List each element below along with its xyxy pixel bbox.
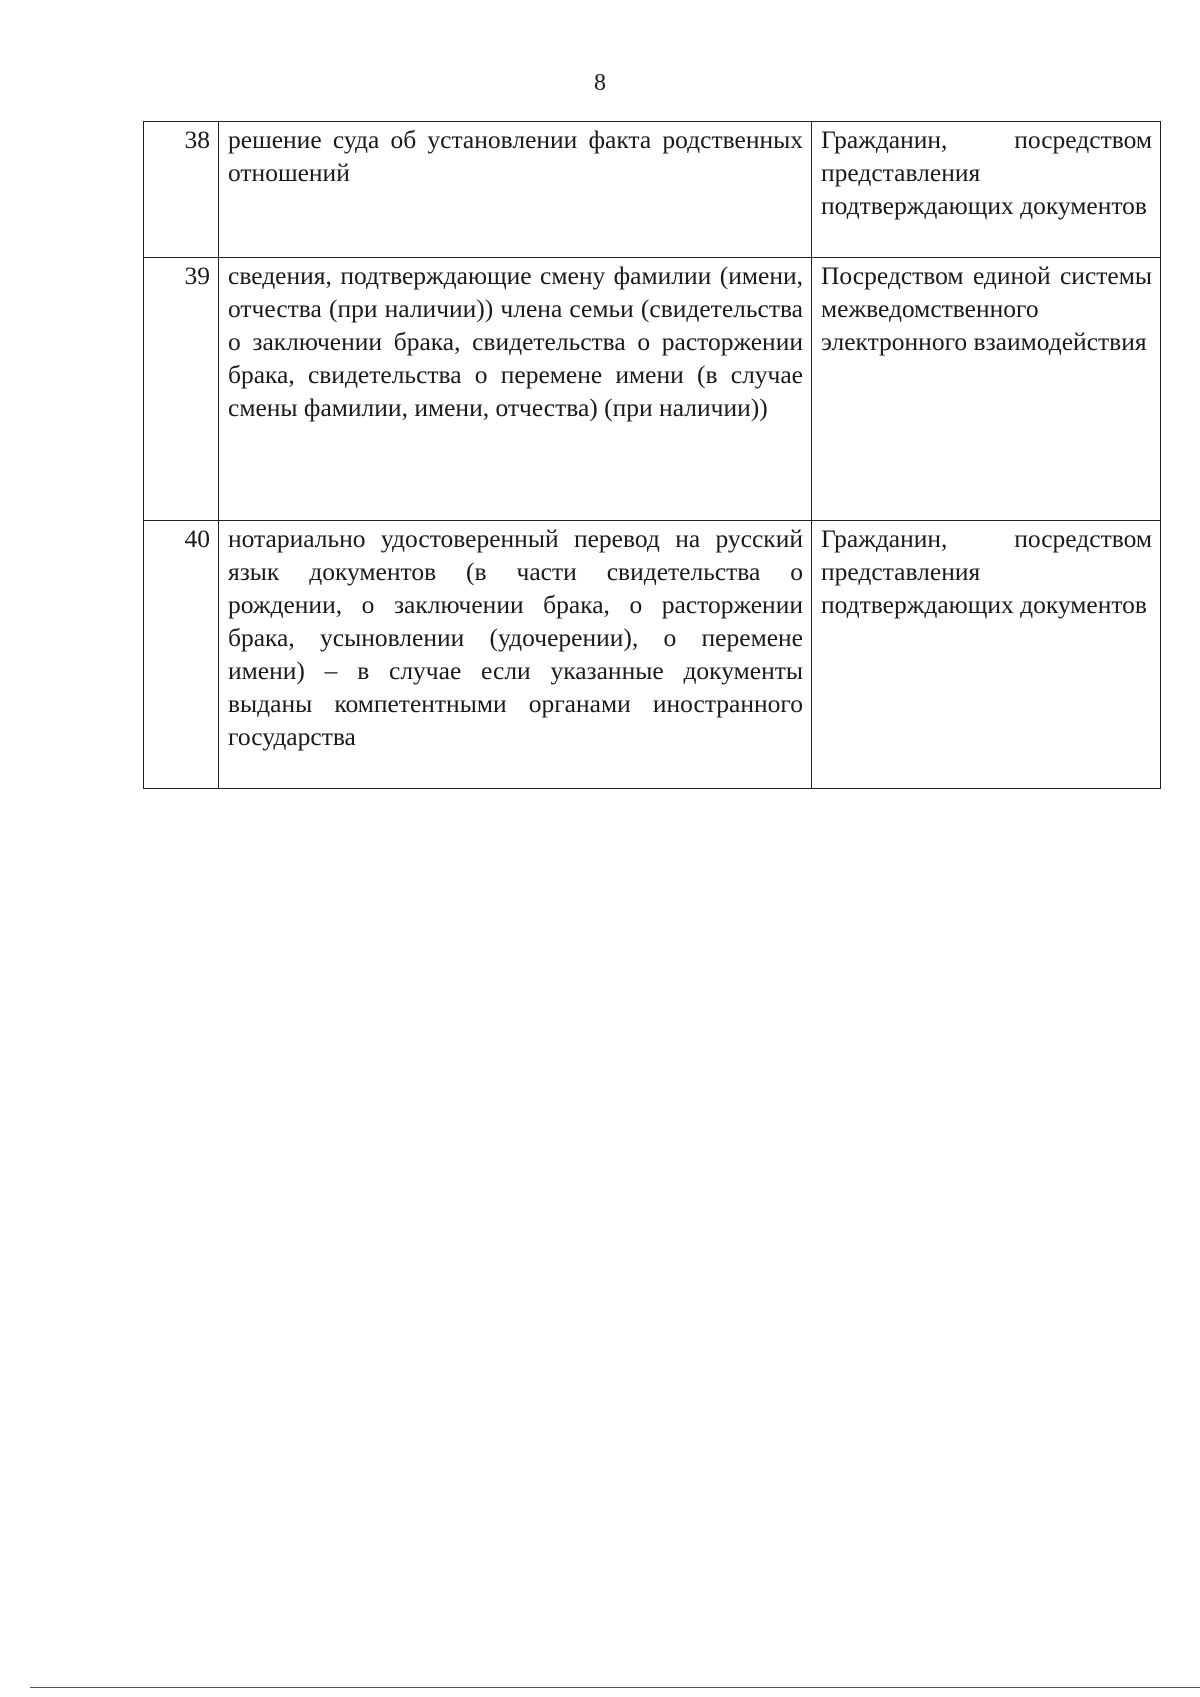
row-number: 39 <box>144 258 219 521</box>
document-description: сведения, подтверждающие смену фамилии (имени, отчества (при наличии)) члена семьи (свидетельства о заключении брака, свидетельства о расторжении брака, свидетельства о перемене имени (в случае смены фамилии, имени, отчества) (при наличии)) <box>219 258 812 521</box>
document-source: Гражданин, посредством представления подтверждающих документов <box>812 521 1161 789</box>
table-row <box>144 122 1161 258</box>
document-description: решение суда об установлении факта родственных отношений <box>219 122 812 258</box>
table-row <box>144 521 1161 789</box>
row-number: 40 <box>144 521 219 789</box>
document-description: нотариально удостоверенный перевод на русский язык документов (в части свидетельства о рождении, о заключении брака, о расторжении брака, усыновлении (удочерении), о перемене имени) – в случае если указанные документы выданы компетентными органами иностранного государства <box>219 521 812 789</box>
scan-edge-line <box>30 1687 1200 1688</box>
table-row <box>144 258 1161 521</box>
page-number: 8 <box>594 70 606 96</box>
documents-table <box>143 121 1161 789</box>
document-source: Посредством единой системы межведомственного электронного взаимодействия <box>812 258 1161 521</box>
row-number: 38 <box>144 122 219 258</box>
document-source: Гражданин, посредством представления подтверждающих документов <box>812 122 1161 258</box>
